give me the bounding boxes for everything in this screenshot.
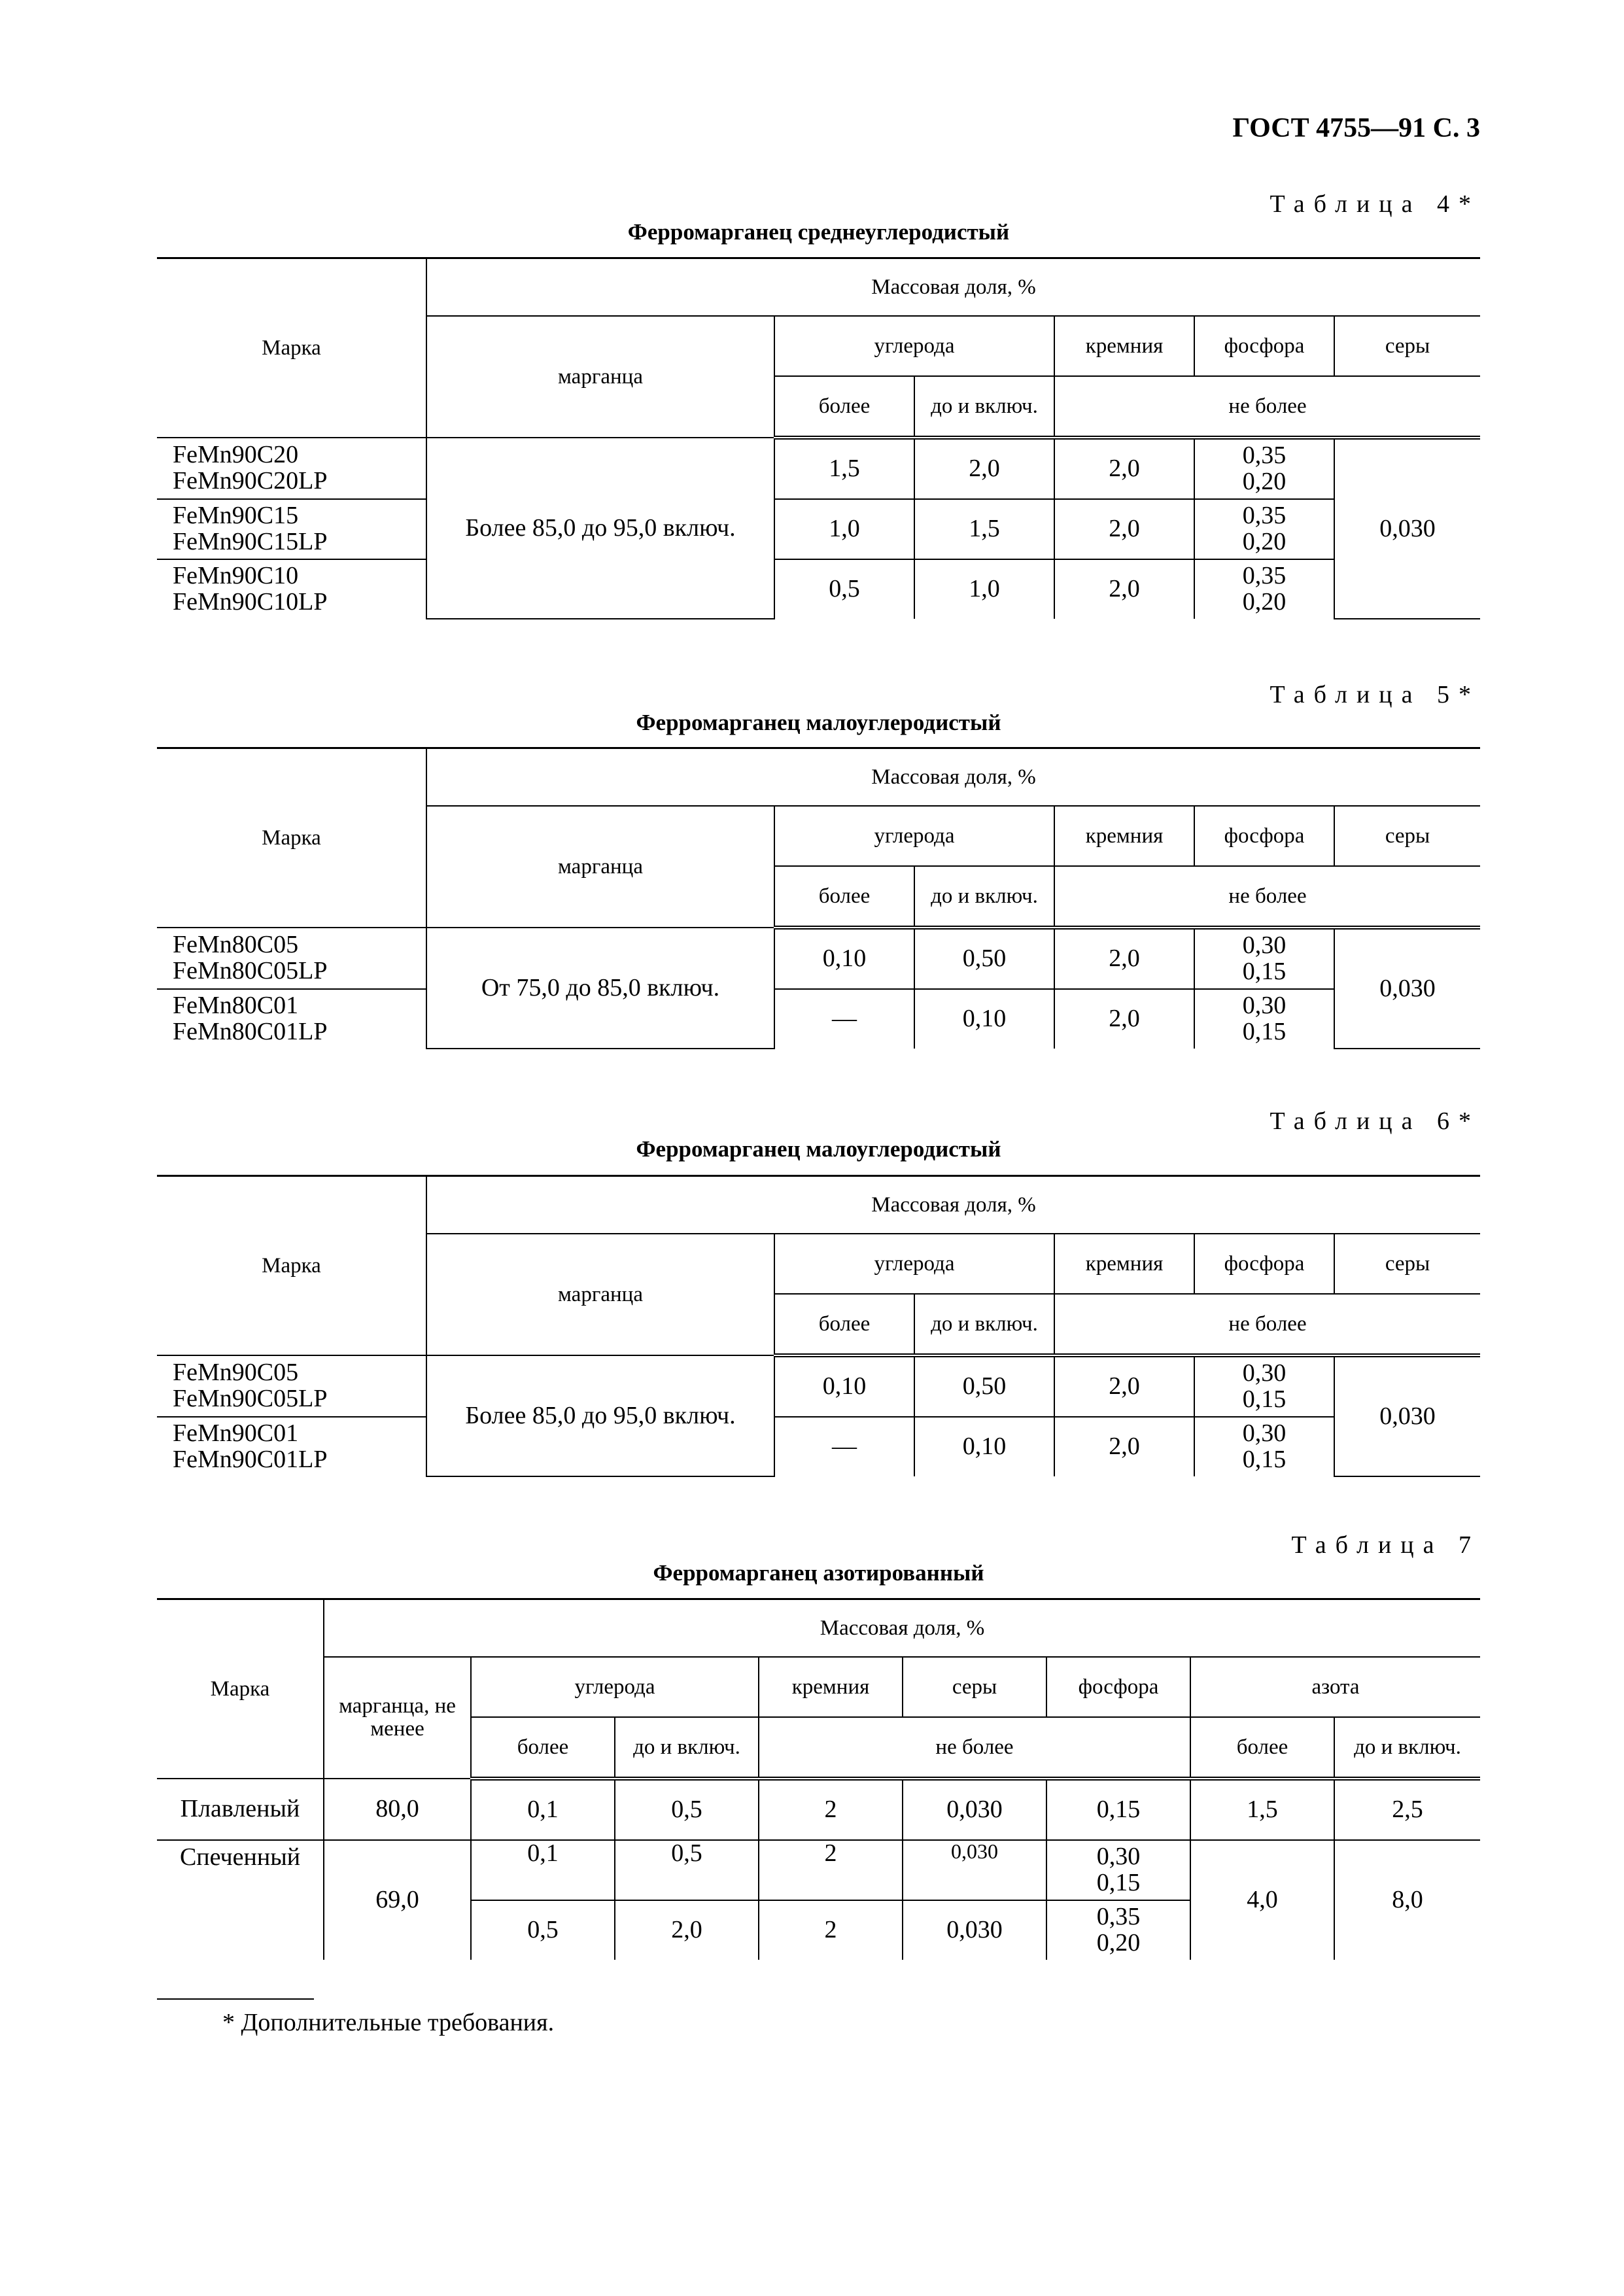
carbon-more-cell: 1,5 bbox=[774, 438, 914, 499]
column-header-nitrogen: азота bbox=[1190, 1657, 1480, 1717]
column-header-carbon-more: более bbox=[774, 866, 914, 928]
carbon-upto-cell: 2,0 bbox=[914, 438, 1054, 499]
brand-cell: Спеченный bbox=[157, 1840, 324, 1960]
silicon-cell: 2,0 bbox=[1054, 1355, 1194, 1417]
carbon-upto-cell: 0,10 bbox=[914, 989, 1054, 1049]
column-header-sulfur: серы bbox=[903, 1657, 1046, 1717]
brand-cell: FeMn90C20 FeMn90C20LP bbox=[157, 438, 426, 499]
manganese-cell: Более 85,0 до 95,0 включ. bbox=[426, 1355, 774, 1476]
carbon-upto-cell: 0,50 bbox=[914, 1355, 1054, 1417]
carbon-more-cell: 0,10 bbox=[774, 928, 914, 989]
table-6 bbox=[157, 1175, 1480, 1477]
table-row bbox=[157, 438, 1480, 499]
column-header-marka: Марка bbox=[157, 258, 426, 438]
column-header-not-more: не более bbox=[759, 1717, 1190, 1779]
column-header-sulfur: серы bbox=[1334, 316, 1480, 376]
column-header-carbon-upto: до и включ. bbox=[914, 376, 1054, 438]
carbon-more-cell: 0,5 bbox=[774, 559, 914, 619]
silicon-cell: 2,0 bbox=[1054, 1417, 1194, 1476]
column-header-not-more: не более bbox=[1054, 376, 1480, 438]
column-header-carbon: углерода bbox=[774, 1234, 1054, 1294]
silicon-cell: 2 bbox=[759, 1900, 903, 1960]
brand-cell: FeMn80C01 FeMn80C01LP bbox=[157, 989, 426, 1049]
column-header-carbon-more: более bbox=[774, 1294, 914, 1355]
phosphorus-cell: 0,30 0,15 bbox=[1194, 989, 1334, 1049]
table-row bbox=[157, 499, 1480, 559]
sulfur-cell: 0,030 bbox=[1334, 928, 1480, 1049]
manganese-cell: 69,0 bbox=[324, 1840, 471, 1960]
table-7-number: Таблица 7 bbox=[1291, 1531, 1480, 1559]
column-header-carbon-upto: до и включ. bbox=[615, 1717, 759, 1779]
carbon-upto-cell: 1,5 bbox=[914, 499, 1054, 559]
table-6-title: Ферромарганец малоуглеродистый bbox=[636, 1136, 1001, 1162]
table-row bbox=[157, 1417, 1480, 1476]
column-header-marka: Марка bbox=[157, 1599, 324, 1779]
sulfur-cell: 0,030 bbox=[903, 1779, 1046, 1840]
brand-cell: FeMn90C10 FeMn90C10LP bbox=[157, 559, 426, 619]
carbon-upto-cell: 1,0 bbox=[914, 559, 1054, 619]
column-header-silicon: кремния bbox=[1054, 1234, 1194, 1294]
phosphorus-cell: 0,15 bbox=[1046, 1779, 1190, 1840]
column-header-mass-fraction: Массовая доля, % bbox=[426, 1176, 1480, 1234]
column-header-nitrogen-upto: до и включ. bbox=[1334, 1717, 1480, 1779]
table-row bbox=[157, 1779, 1480, 1840]
phosphorus-cell: 0,30 0,15 bbox=[1194, 928, 1334, 989]
column-header-phosphorus: фосфора bbox=[1194, 1234, 1334, 1294]
brand-cell: FeMn90C01 FeMn90C01LP bbox=[157, 1417, 426, 1476]
carbon-upto-cell: 0,10 bbox=[914, 1417, 1054, 1476]
column-header-marka: Марка bbox=[157, 748, 426, 928]
phosphorus-cell: 0,30 0,15 bbox=[1046, 1840, 1190, 1900]
silicon-cell: 2,0 bbox=[1054, 499, 1194, 559]
table-row bbox=[157, 1840, 1480, 1900]
column-header-carbon: углерода bbox=[774, 316, 1054, 376]
carbon-upto-cell: 0,5 bbox=[615, 1840, 759, 1900]
sulfur-cell: 0,030 bbox=[903, 1840, 1046, 1900]
column-header-manganese: марганца bbox=[426, 806, 774, 928]
sulfur-cell: 0,030 bbox=[903, 1900, 1046, 1960]
table-7-title: Ферромарганец азотированный bbox=[653, 1560, 984, 1586]
column-header-phosphorus: фосфора bbox=[1194, 316, 1334, 376]
nitrogen-upto-cell: 8,0 bbox=[1334, 1840, 1480, 1960]
phosphorus-cell: 0,30 0,15 bbox=[1194, 1355, 1334, 1417]
carbon-more-cell: 0,1 bbox=[471, 1840, 615, 1900]
table-row bbox=[157, 559, 1480, 619]
sulfur-cell: 0,030 bbox=[1334, 1355, 1480, 1476]
brand-cell: Плавленый bbox=[157, 1779, 324, 1840]
silicon-cell: 2,0 bbox=[1054, 989, 1194, 1049]
column-header-carbon-more: более bbox=[774, 376, 914, 438]
carbon-upto-cell: 0,5 bbox=[615, 1779, 759, 1840]
carbon-more-cell: 0,10 bbox=[774, 1355, 914, 1417]
silicon-cell: 2 bbox=[759, 1840, 903, 1900]
column-header-manganese: марганца bbox=[426, 316, 774, 438]
phosphorus-cell: 0,35 0,20 bbox=[1194, 438, 1334, 499]
table-row bbox=[157, 928, 1480, 989]
brand-cell: FeMn80C05 FeMn80C05LP bbox=[157, 928, 426, 989]
column-header-carbon-upto: до и включ. bbox=[914, 866, 1054, 928]
sulfur-cell: 0,030 bbox=[1334, 438, 1480, 619]
column-header-sulfur: серы bbox=[1334, 1234, 1480, 1294]
carbon-more-cell: — bbox=[774, 989, 914, 1049]
nitrogen-more-cell: 4,0 bbox=[1190, 1840, 1334, 1960]
table-row bbox=[157, 989, 1480, 1049]
column-header-carbon: углерода bbox=[774, 806, 1054, 866]
column-header-silicon: кремния bbox=[1054, 806, 1194, 866]
column-header-silicon: кремния bbox=[759, 1657, 903, 1717]
manganese-cell: От 75,0 до 85,0 включ. bbox=[426, 928, 774, 1049]
manganese-cell: Более 85,0 до 95,0 включ. bbox=[426, 438, 774, 619]
silicon-cell: 2,0 bbox=[1054, 438, 1194, 499]
table-5 bbox=[157, 747, 1480, 1049]
brand-cell: FeMn90C15 FeMn90C15LP bbox=[157, 499, 426, 559]
column-header-phosphorus: фосфора bbox=[1194, 806, 1334, 866]
silicon-cell: 2 bbox=[759, 1779, 903, 1840]
manganese-cell: 80,0 bbox=[324, 1779, 471, 1840]
carbon-upto-cell: 0,50 bbox=[914, 928, 1054, 989]
column-header-carbon-more: более bbox=[471, 1717, 615, 1779]
carbon-upto-cell: 2,0 bbox=[615, 1900, 759, 1960]
column-header-silicon: кремния bbox=[1054, 316, 1194, 376]
column-header-carbon: углерода bbox=[471, 1657, 759, 1717]
carbon-more-cell: — bbox=[774, 1417, 914, 1476]
column-header-not-more: не более bbox=[1054, 1294, 1480, 1355]
column-header-phosphorus: фосфора bbox=[1046, 1657, 1190, 1717]
table-5-number: Таблица 5* bbox=[1270, 681, 1480, 708]
column-header-not-more: не более bbox=[1054, 866, 1480, 928]
carbon-more-cell: 0,1 bbox=[471, 1779, 615, 1840]
table-6-number: Таблица 6* bbox=[1270, 1107, 1480, 1135]
nitrogen-more-cell: 1,5 bbox=[1190, 1779, 1334, 1840]
phosphorus-cell: 0,35 0,20 bbox=[1194, 559, 1334, 619]
column-header-mass-fraction: Массовая доля, % bbox=[426, 258, 1480, 317]
table-4 bbox=[157, 257, 1480, 619]
carbon-more-cell: 0,5 bbox=[471, 1900, 615, 1960]
column-header-nitrogen-more: более bbox=[1190, 1717, 1334, 1779]
phosphorus-cell: 0,35 0,20 bbox=[1046, 1900, 1190, 1960]
column-header-mass-fraction: Массовая доля, % bbox=[324, 1599, 1480, 1658]
column-header-sulfur: серы bbox=[1334, 806, 1480, 866]
footnote-divider bbox=[157, 1998, 314, 2000]
table-7 bbox=[157, 1598, 1480, 1960]
carbon-more-cell: 1,0 bbox=[774, 499, 914, 559]
phosphorus-cell: 0,35 0,20 bbox=[1194, 499, 1334, 559]
column-header-carbon-upto: до и включ. bbox=[914, 1294, 1054, 1355]
page-header: ГОСТ 4755—91 С. 3 bbox=[1232, 113, 1480, 143]
footnote: * Дополнительные требования. bbox=[222, 2009, 555, 2036]
silicon-cell: 2,0 bbox=[1054, 928, 1194, 989]
table-4-number: Таблица 4* bbox=[1270, 190, 1480, 218]
table-row bbox=[157, 1355, 1480, 1417]
column-header-mass-fraction: Массовая доля, % bbox=[426, 748, 1480, 807]
brand-cell: FeMn90C05 FeMn90C05LP bbox=[157, 1355, 426, 1417]
table-4-title: Ферромарганец среднеуглеродистый bbox=[627, 219, 1010, 245]
silicon-cell: 2,0 bbox=[1054, 559, 1194, 619]
nitrogen-upto-cell: 2,5 bbox=[1334, 1779, 1480, 1840]
table-5-title: Ферромарганец малоуглеродистый bbox=[636, 710, 1001, 735]
phosphorus-cell: 0,30 0,15 bbox=[1194, 1417, 1334, 1476]
column-header-marka: Марка bbox=[157, 1176, 426, 1356]
column-header-manganese-min: марганца, не менее bbox=[324, 1657, 471, 1779]
column-header-manganese: марганца bbox=[426, 1234, 774, 1355]
